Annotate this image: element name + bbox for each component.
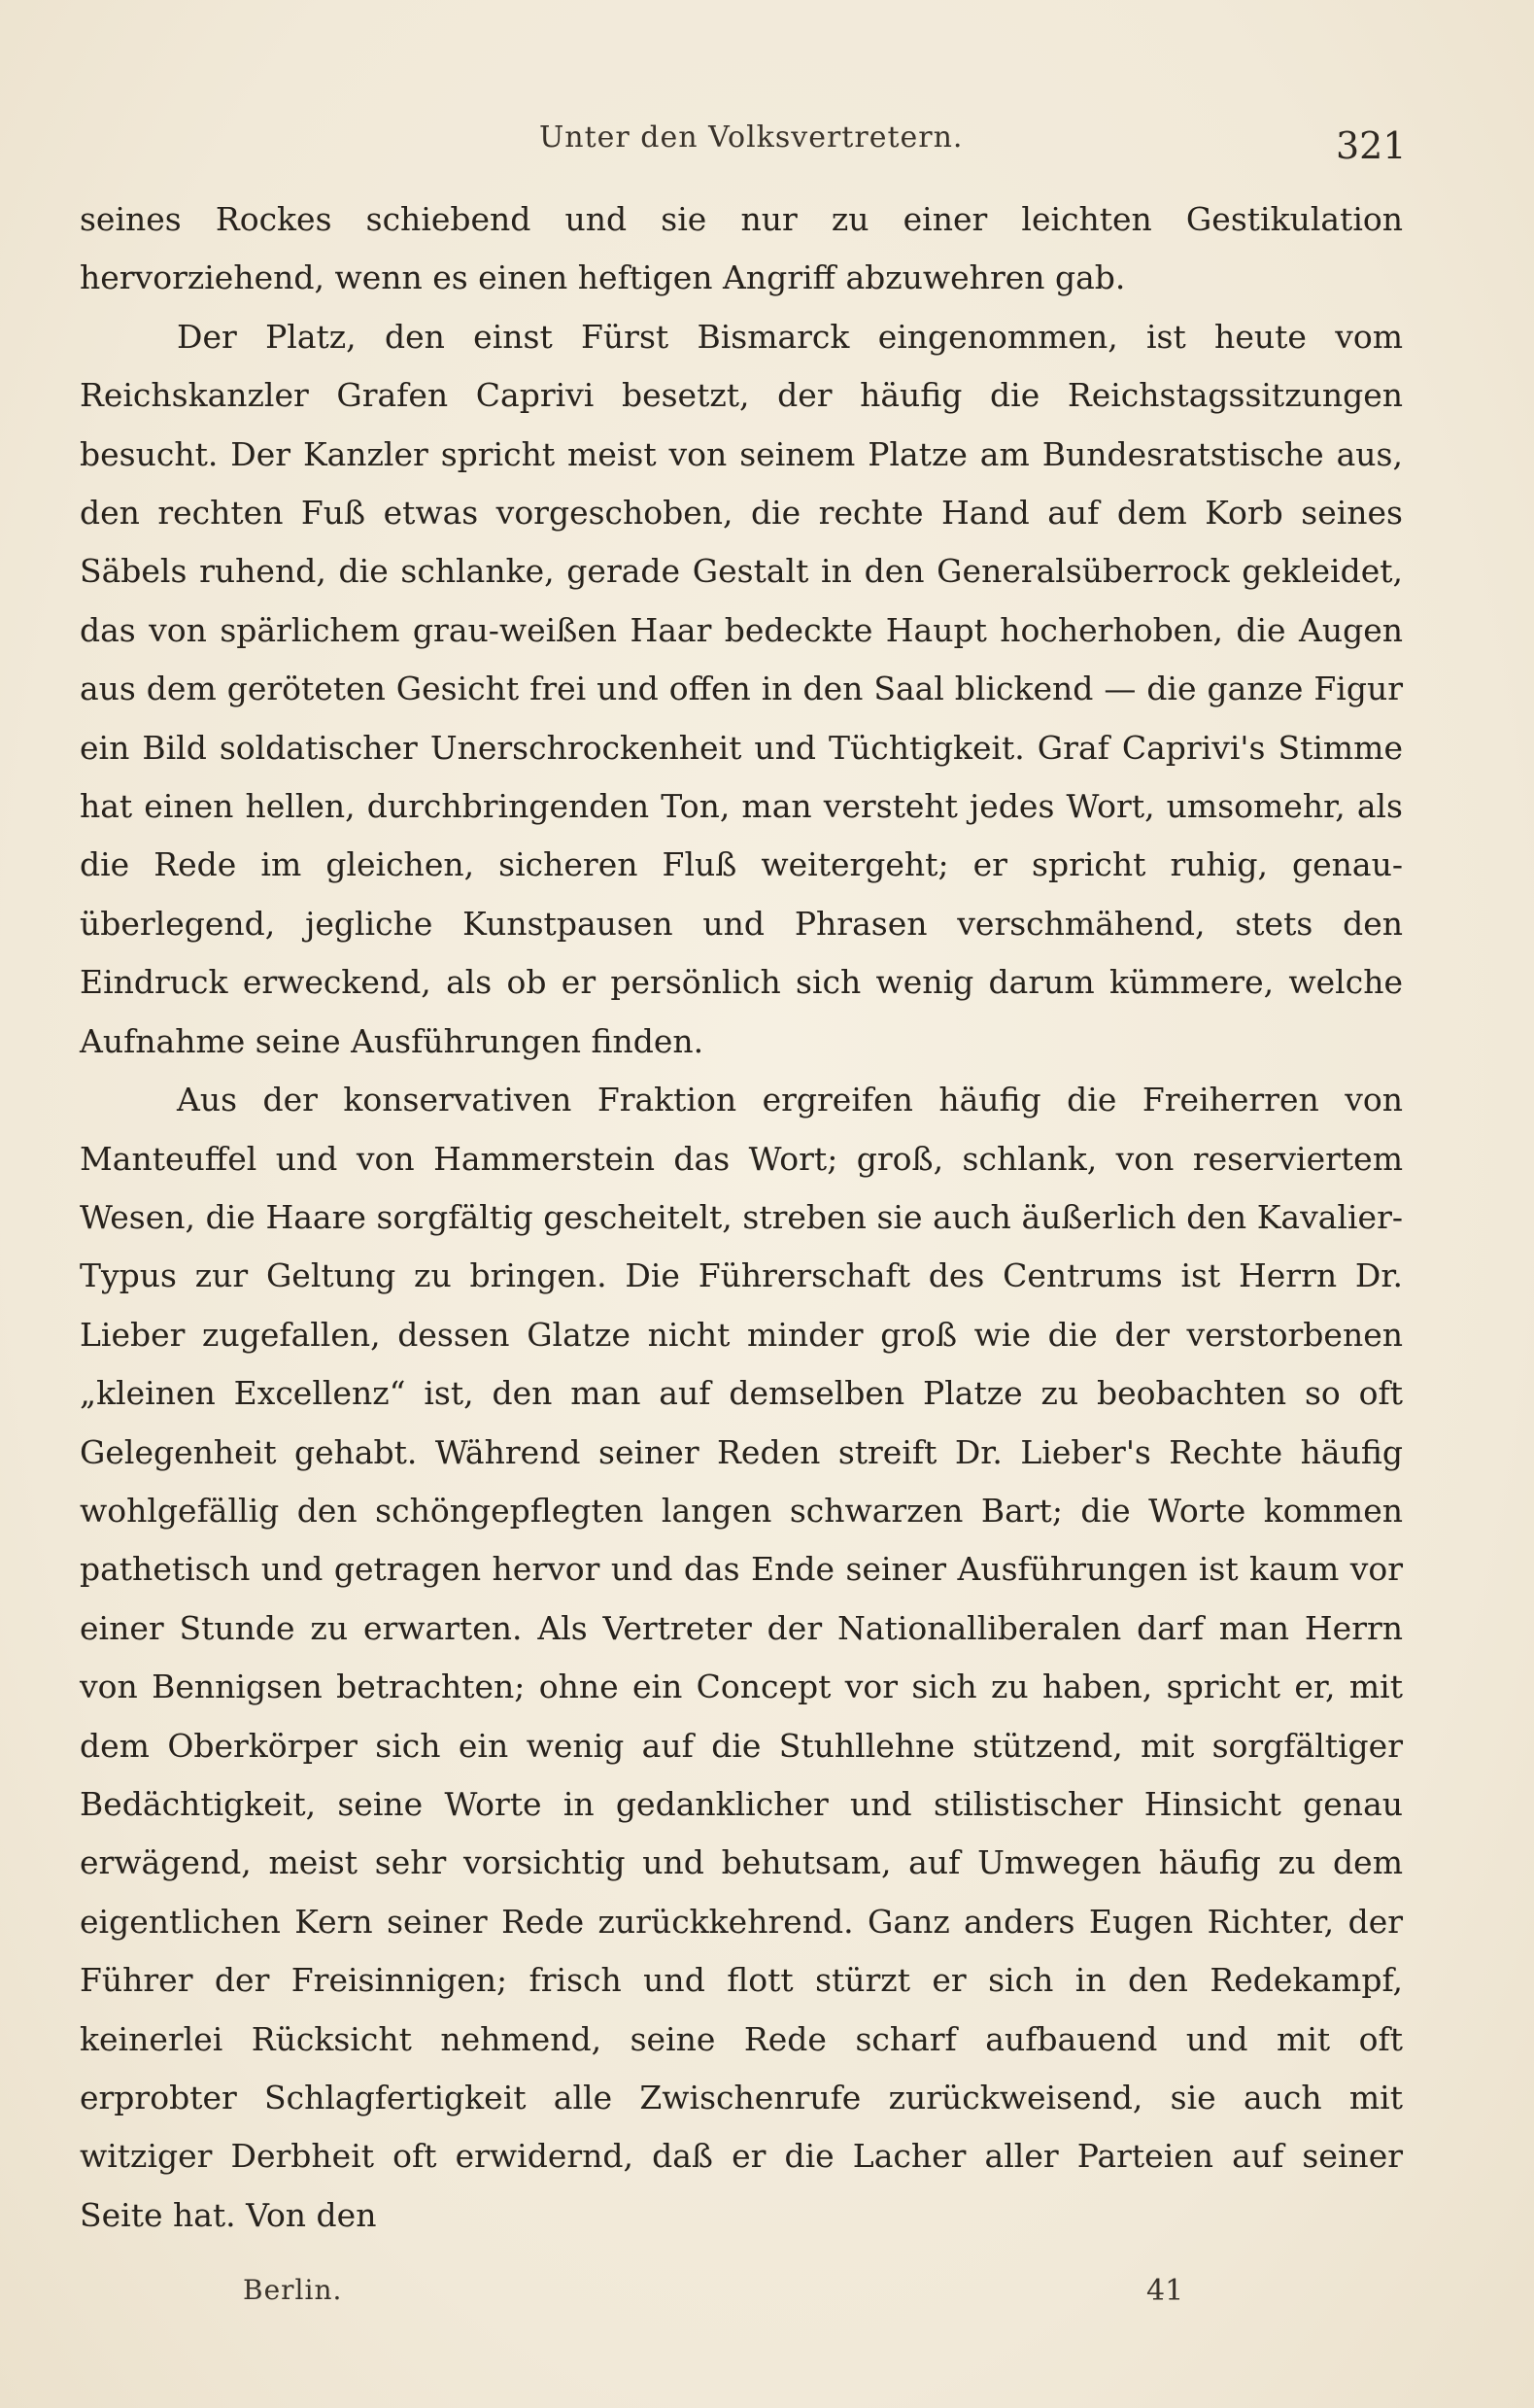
running-head [0, 115, 1534, 167]
paragraph-continuation: seines Rockes schiebend und sie nur zu einer leichten Gestikulation hervorziehend, wenn es einen heftigen Angriff abzuwehren gab. [80, 200, 1403, 297]
paragraph-caprivi: Der Platz, den einst Fürst Bismarck eingenommen, ist heute vom Reichskanzler Grafen Caprivi besetzt, der häufig die Reichstagssitzungen besucht. Der Kanzler spricht meist von seinem Platze am Bundesratstische aus, den rechten Fuß etwas vorgeschoben, die rechte Hand auf dem Korb seines Säbels ruhend, die schlanke, gerade Gestalt in den Generalsüberrock gekleidet, das von spärlichem grau-weißen Haar bedeckte Haupt hocherhoben, die Augen aus dem geröteten Gesicht frei und offen in den Saal blickend — die ganze Figur ein Bild soldatischer Unerschrockenheit und Tüchtigkeit. Graf Caprivi's Stimme hat einen hellen, durchbringenden Ton, man versteht jedes Wort, umsomehr, als die Rede im gleichen, sicheren Fluß weitergeht; er spricht ruhig, genau-überlegend, jegliche Kunstpausen und Phrasen verschmähend, stets den Eindruck erweckend, als ob er persönlich sich wenig darum kümmere, welche Aufnahme seine Ausführungen finden. [80, 317, 1403, 1060]
paragraph-parties: Aus der konservativen Fraktion ergreifen häufig die Freiherren von Manteuffel und von Hammerstein das Wort; groß, schlank, von reserviertem Wesen, die Haare sorgfältig gescheitelt, streben sie auch äußerlich den Kavalier-Typus zur Geltung zu bringen. Die Führerschaft des Centrums ist Herrn Dr. Lieber zugefallen, dessen Glatze nicht minder groß wie die der verstorbenen „kleinen Excellenz“ ist, den man auf demselben Platze zu beobachten so oft Gelegenheit gehabt. Während seiner Reden streift Dr. Lieber's Rechte häufig wohlgefällig den schöngepflegten langen schwarzen Bart; die Worte kommen pathetisch und getragen hervor und das Ende seiner Ausführungen ist kaum vor einer Stunde zu erwarten. Als Vertreter der Nationalliberalen darf man Herrn von Bennigsen betrachten; ohne ein Concept vor sich zu haben, spricht er, mit dem Oberkörper sich ein wenig auf die Stuhllehne stützend, mit sorgfältiger Bedächtigkeit, seine Worte in gedanklicher und stilistischer Hinsicht genau erwägend, meist sehr vorsichtig und behutsam, auf Umwegen häufig zu dem eigentlichen Kern seiner Rede zurückkehrend. Ganz anders Eugen Richter, der Führer der Freisinnigen; frisch und flott stürzt er sich in den Redekampf, keinerlei Rücksicht nehmend, seine Rede scharf aufbauend und mit oft erprobter Schlagfertigkeit alle Zwischenrufe zurückweisend, sie auch mit witziger Derbheit oft erwidernd, daß er die Lacher aller Parteien auf seiner Seite hat. Von den [80, 1081, 1403, 2234]
sheet-number: 41 [1146, 2274, 1184, 2308]
page-footer [0, 2274, 1534, 2322]
body-text [80, 190, 1403, 2245]
signature-mark: Berlin. [243, 2274, 343, 2306]
page-number: 321 [1336, 124, 1407, 167]
running-title: Unter den Volksvertretern. [539, 120, 964, 155]
